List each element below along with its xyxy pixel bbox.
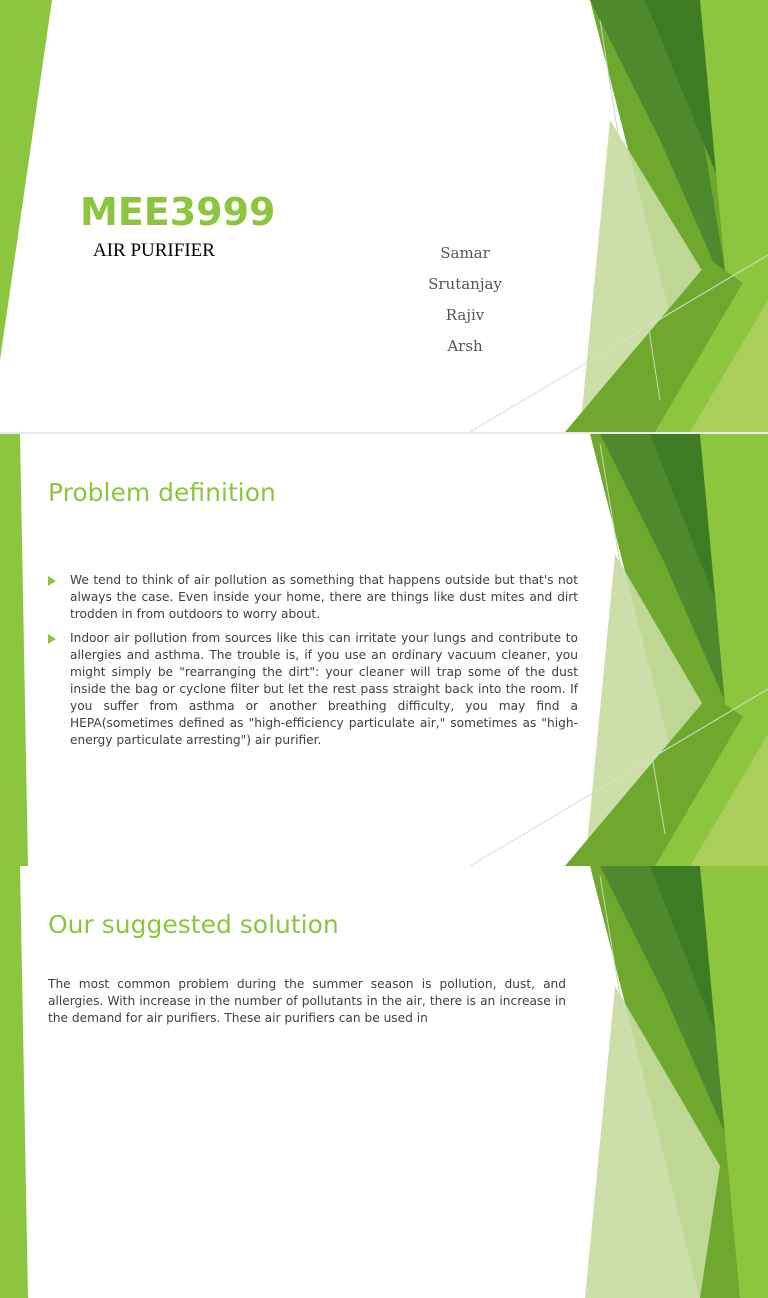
- presentation-title: MEE3999: [80, 190, 276, 234]
- team-member: Rajiv: [445, 306, 485, 324]
- bullet-text: We tend to think of air pollution as something that happens outside but that's not always the case. Even inside your home, there are things like dust mites and dirt trodden in from outdoors to worry about.: [70, 573, 578, 621]
- team-member: Arsh: [447, 337, 483, 355]
- triangle-bullet-icon: [48, 576, 56, 586]
- slide-title: [0, 0, 768, 432]
- team-member: Srutanjay: [428, 275, 502, 293]
- triangle-bullet-icon: [48, 634, 56, 644]
- slide-suggested-solution: [0, 866, 768, 1298]
- bullet-text: Indoor air pollution from sources like this can irritate your lungs and contribute to allergies and asthma. The trouble is, if you use an ordinary vacuum cleaner, you might simply be "rearranging the dirt": your cleaner will trap some of the dust inside the bag or cyclone filter but let the rest pass straight back into the room. If you suffer from asthma or another breathing difficulty, you may find a HEPA(sometimes defined as "high-efficiency particulate air," sometimes as "high-energy particulate arresting") air purifier.: [70, 631, 578, 747]
- body-text: The most common problem during the summer season is pollution, dust, and allergies. With increase in the number of pollutants in the air, there is an increase in the demand for air purifiers. These air purifiers can be used in: [48, 977, 566, 1025]
- slide-heading: Problem definition: [48, 478, 276, 507]
- bullet-list: [48, 572, 578, 756]
- slide-problem-definition: [0, 434, 768, 866]
- presentation-subtitle: AIR PURIFIER: [93, 240, 215, 261]
- team-members: [405, 240, 525, 364]
- list-item: [48, 630, 578, 749]
- list-item: [48, 572, 578, 623]
- slide-heading: Our suggested solution: [48, 910, 339, 939]
- team-member: Samar: [440, 244, 490, 262]
